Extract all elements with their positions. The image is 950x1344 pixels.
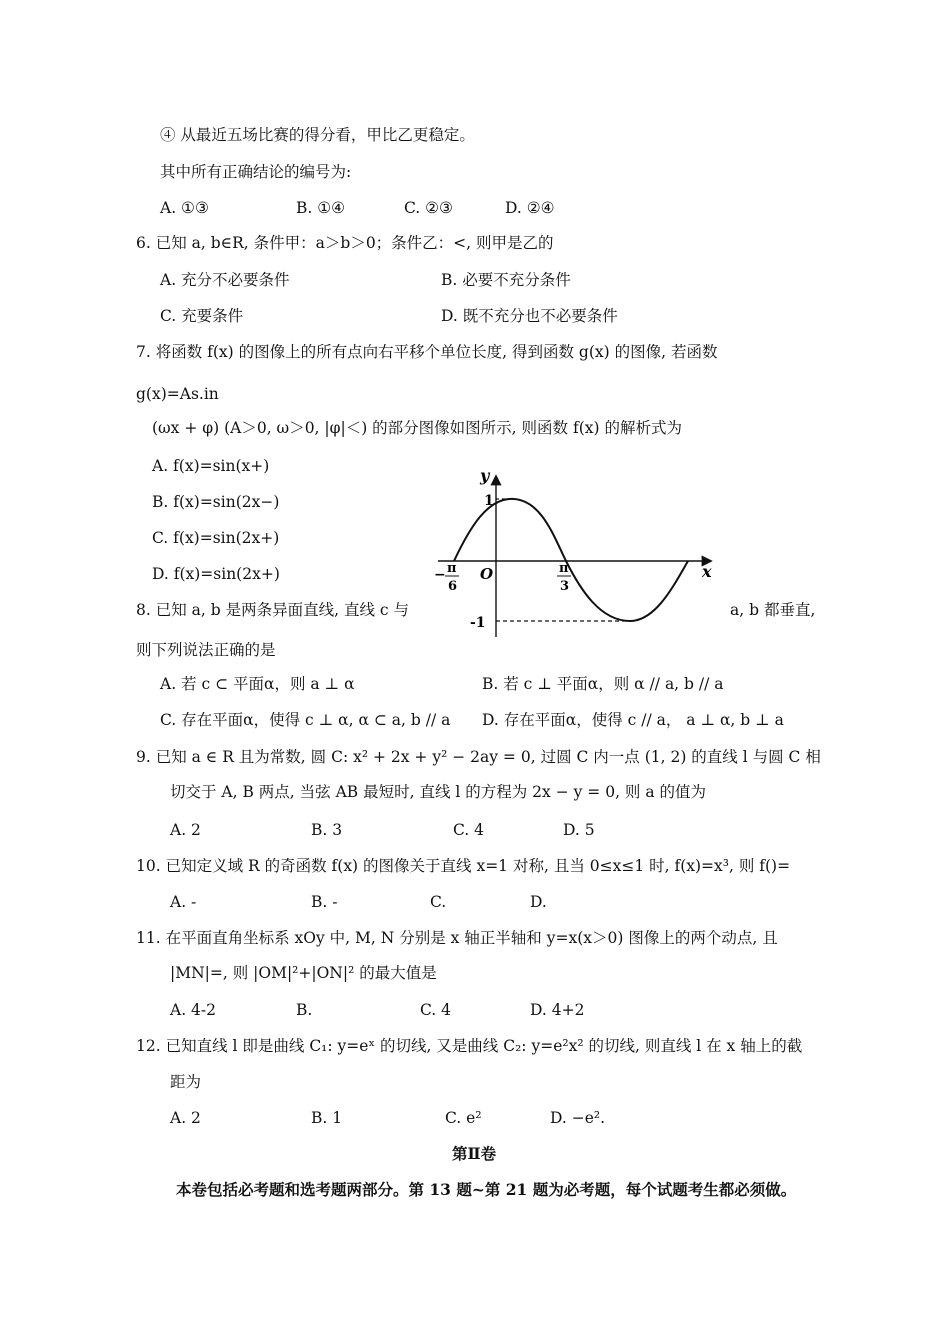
sine-curve bbox=[454, 499, 688, 621]
q7-choice-d: D. f(x)=sin(2x+) bbox=[152, 565, 280, 583]
q11-stem-line1: 11. 在平面直角坐标系 xOy 中, M, N 分别是 x 轴正半轴和 y=x(x＞0) 图像上的两个动点, 且 bbox=[136, 929, 778, 947]
origin-label: O bbox=[480, 565, 494, 583]
q9-stem-line2: 切交于 A, B 两点, 当弦 AB 最短时, 直线 l 的方程为 2x − y = 0, 则 a 的值为 bbox=[170, 783, 707, 801]
q9-stem-line1: 9. 已知 a ∈ R 且为常数, 圆 C: x² + 2x + y² − 2ay = 0, 过圆 C 内一点 (1, 2) 的直线 l 与圆 C 相 bbox=[136, 748, 821, 766]
y-max-label: 1 bbox=[484, 493, 494, 509]
q7-choice-b: B. f(x)=sin(2x−) bbox=[152, 493, 280, 511]
q7-choice-a: A. f(x)=sin(x+) bbox=[152, 457, 270, 475]
x-axis-label: x bbox=[702, 562, 712, 581]
q12-choice-c: C. e² bbox=[445, 1109, 482, 1127]
q5-prompt: 其中所有正确结论的编号为: bbox=[160, 163, 352, 181]
left-tick-numerator: π bbox=[447, 561, 457, 576]
q5-choice-b: B. ①④ bbox=[296, 199, 346, 217]
q9-choice-c: C. 4 bbox=[453, 821, 485, 839]
left-tick-minus: − bbox=[434, 567, 446, 583]
right-tick-numerator: π bbox=[559, 561, 569, 576]
q7-choice-c: C. f(x)=sin(2x+) bbox=[152, 529, 280, 547]
q11-choice-b: B. bbox=[296, 1001, 313, 1019]
q10-choice-b: B. - bbox=[311, 893, 338, 911]
q12-choice-b: B. 1 bbox=[311, 1109, 343, 1127]
left-tick-denominator: 6 bbox=[448, 579, 458, 594]
q10-choice-d: D. bbox=[530, 893, 547, 911]
q11-choice-d: D. 4+2 bbox=[530, 1001, 585, 1019]
q8-stem-line2: 则下列说法正确的是 bbox=[136, 641, 276, 659]
q7-stem-line1: 7. 将函数 f(x) 的图像上的所有点向右平移个单位长度, 得到函数 g(x) 的图像, 若函数 bbox=[136, 343, 718, 361]
y-axis-label: y bbox=[480, 466, 490, 485]
q9-choice-a: A. 2 bbox=[170, 821, 201, 839]
q9-choice-b: B. 3 bbox=[311, 821, 343, 839]
q9-choice-d: D. 5 bbox=[563, 821, 595, 839]
q10-choice-a: A. - bbox=[170, 893, 197, 911]
q11-choice-a: A. 4-2 bbox=[170, 1001, 217, 1019]
section-instructions: 本卷包括必考题和选考题两部分。第 13 题~第 21 题为必考题，每个试题考生都必须做。 bbox=[176, 1180, 797, 1199]
q6-stem: 6. 已知 a, b∈R, 条件甲：a＞b＞0；条件乙：<, 则甲是乙的 bbox=[136, 234, 554, 252]
q8-choice-c: C. 存在平面α，使得 c ⊥ α, α ⊂ a, b // a bbox=[160, 711, 451, 729]
q12-choice-d: D. −e². bbox=[550, 1109, 606, 1127]
q8-choice-b: B. 若 c ⊥ 平面α，则 α // a, b // a bbox=[482, 675, 724, 693]
q5-choice-c: C. ②③ bbox=[404, 199, 453, 217]
sine-graph bbox=[430, 465, 720, 645]
q12-stem-line2: 距为 bbox=[170, 1073, 202, 1091]
q8-stem-left: 8. 已知 a, b 是两条异面直线, 直线 c 与 bbox=[136, 601, 409, 619]
q6-choice-a: A. 充分不必要条件 bbox=[160, 271, 290, 289]
q11-stem-line2: |MN|=, 则 |OM|²+|ON|² 的最大值是 bbox=[170, 964, 437, 982]
q5-option-4: ④ 从最近五场比赛的得分看，甲比乙更稳定。 bbox=[160, 126, 475, 144]
q10-stem: 10. 已知定义域 R 的奇函数 f(x) 的图像关于直线 x=1 对称, 且当 0≤x≤1 时, f(x)=x³, 则 f()= bbox=[136, 857, 791, 875]
q6-choice-d: D. 既不充分也不必要条件 bbox=[441, 307, 618, 325]
q12-stem-line1: 12. 已知直线 l 即是曲线 C₁: y=eˣ 的切线, 又是曲线 C₂: y=e²x² 的切线, 则直线 l 在 x 轴上的截 bbox=[136, 1037, 803, 1055]
q7-stem-line2: g(x)=As.in bbox=[136, 385, 219, 403]
right-tick-denominator: 3 bbox=[560, 579, 570, 594]
q6-choice-b: B. 必要不充分条件 bbox=[441, 271, 571, 289]
q8-stem-right: a, b 都垂直, bbox=[730, 601, 816, 619]
section-title: 第Ⅱ卷 bbox=[452, 1144, 497, 1163]
q5-choice-a: A. ①③ bbox=[160, 199, 209, 217]
q8-choice-a: A. 若 c ⊂ 平面α，则 a ⊥ α bbox=[160, 675, 355, 693]
q11-choice-c: C. 4 bbox=[420, 1001, 452, 1019]
q7-stem-line3: (ωx + φ) (A＞0, ω＞0, |φ|＜) 的部分图像如图所示, 则函数 f(x) 的解析式为 bbox=[152, 419, 682, 437]
y-min-label: -1 bbox=[470, 615, 486, 631]
q8-choice-d: D. 存在平面α，使得 c // a， a ⊥ α, b ⊥ a bbox=[482, 711, 784, 729]
q5-choice-d: D. ②④ bbox=[505, 199, 555, 217]
q10-choice-c: C. bbox=[430, 893, 447, 911]
q12-choice-a: A. 2 bbox=[170, 1109, 201, 1127]
q6-choice-c: C. 充要条件 bbox=[160, 307, 244, 325]
